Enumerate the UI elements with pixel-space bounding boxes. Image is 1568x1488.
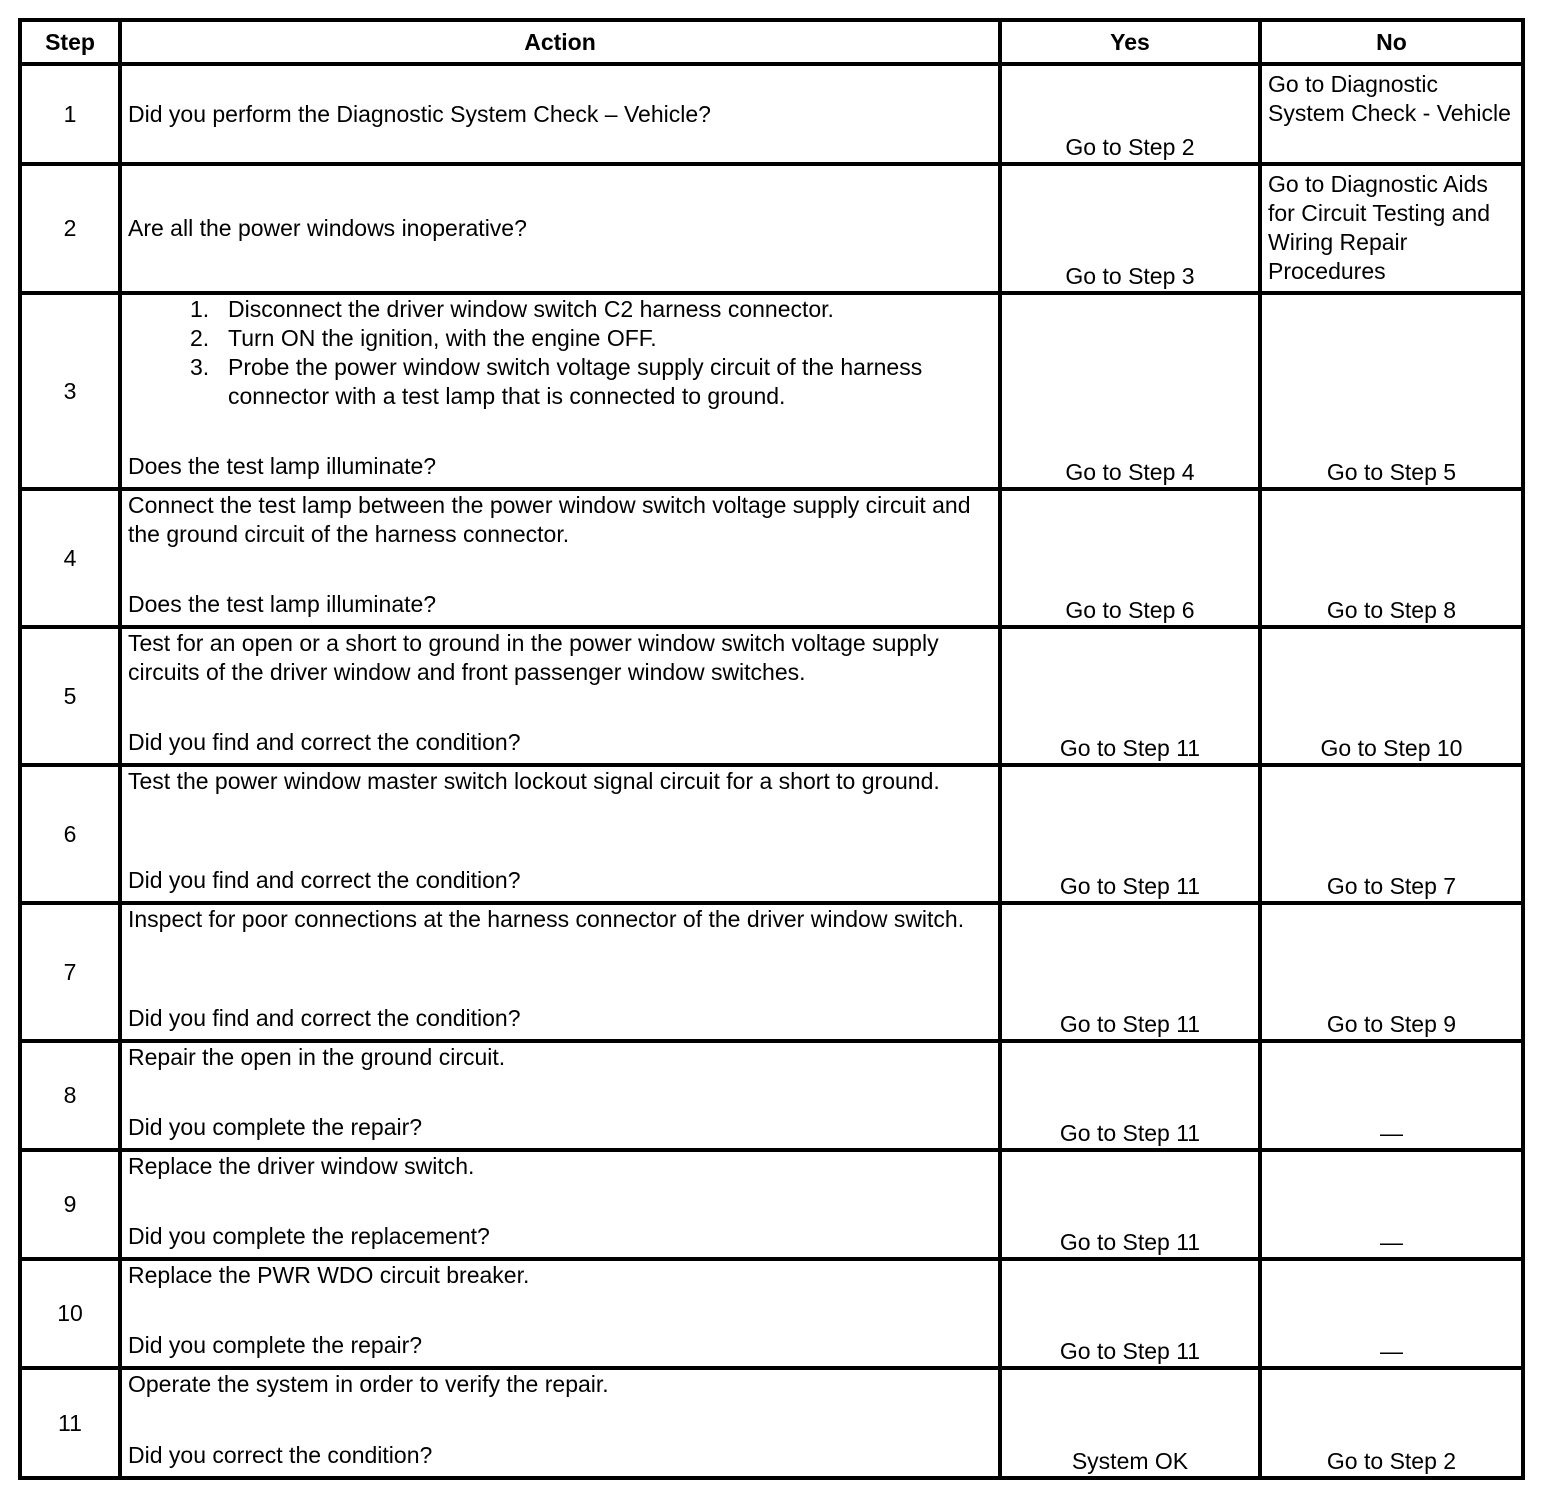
action-text: Test the power window master switch lockout signal circuit for a short to ground. [128,768,940,794]
table-row [20,1150,1523,1259]
step-number: 1 [20,64,120,164]
no-outcome: — [1260,1041,1523,1150]
table-row [20,903,1523,1041]
table-row [20,765,1523,903]
action-cell [120,1368,1000,1478]
no-outcome: Go to Diagnostic Aids for Circuit Testing and Wiring Repair Procedures [1260,164,1523,293]
header-action: Action [120,20,1000,64]
header-no: No [1260,20,1523,64]
table-row [20,1259,1523,1368]
action-question: Did you complete the repair? [128,1332,423,1358]
step-number: 8 [20,1041,120,1150]
yes-outcome: Go to Step 3 [1000,164,1260,293]
action-cell [120,627,1000,765]
no-outcome: Go to Step 5 [1260,293,1523,489]
step-number: 2 [20,164,120,293]
table-row [20,164,1523,293]
table-row [20,293,1523,489]
yes-outcome: Go to Step 11 [1000,1150,1260,1259]
yes-outcome: Go to Step 11 [1000,627,1260,765]
action-cell [120,293,1000,489]
action-question: Did you find and correct the condition? [128,1005,521,1031]
list-item: 3. Probe the power window switch voltage supply circuit of the harness connector with a test lamp that is connected to ground. [190,354,923,409]
action-text: Replace the driver window switch. [128,1153,475,1179]
action-cell [120,1041,1000,1150]
action-cell [120,765,1000,903]
action-text: Connect the test lamp between the power window switch voltage supply circuit and the ground circuit of the harness connector. [128,492,971,547]
yes-outcome: Go to Step 4 [1000,293,1260,489]
action-cell [120,489,1000,627]
step-number: 4 [20,489,120,627]
step-number: 3 [20,293,120,489]
header-step: Step [20,20,120,64]
no-outcome: Go to Step 2 [1260,1368,1523,1478]
action-question: Did you complete the replacement? [128,1223,490,1249]
table-row [20,1041,1523,1150]
list-item: 1. Disconnect the driver window switch C2 harness connector. [190,296,834,322]
yes-outcome: Go to Step 2 [1000,64,1260,164]
action-text: Are all the power windows inoperative? [120,164,1000,293]
step-number: 11 [20,1368,120,1478]
no-outcome: Go to Step 7 [1260,765,1523,903]
action-text: Operate the system in order to verify the repair. [128,1371,609,1397]
action-question: Does the test lamp illuminate? [128,591,437,617]
table-row [20,627,1523,765]
step-number: 7 [20,903,120,1041]
no-outcome: Go to Step 8 [1260,489,1523,627]
yes-outcome: Go to Step 11 [1000,1259,1260,1368]
step-number: 9 [20,1150,120,1259]
action-cell [120,1259,1000,1368]
step-number: 6 [20,765,120,903]
action-question: Does the test lamp illuminate? [128,453,437,479]
step-number: 5 [20,627,120,765]
action-cell [120,903,1000,1041]
action-question: Did you correct the condition? [128,1442,433,1468]
no-outcome: Go to Step 9 [1260,903,1523,1041]
yes-outcome: Go to Step 11 [1000,903,1260,1041]
yes-outcome: Go to Step 11 [1000,765,1260,903]
header-row [20,20,1523,64]
action-text: Repair the open in the ground circuit. [128,1044,506,1070]
action-question: Did you complete the repair? [128,1114,423,1140]
action-cell [120,1150,1000,1259]
action-text: Replace the PWR WDO circuit breaker. [128,1262,530,1288]
table-row [20,64,1523,164]
action-text: Test for an open or a short to ground in the power window switch voltage supply circuits of the driver window and front passenger window switches. [128,630,939,685]
no-outcome: Go to Diagnostic System Check - Vehicle [1260,64,1523,164]
action-text: Inspect for poor connections at the harness connector of the driver window switch. [128,906,965,932]
list-item: 2. Turn ON the ignition, with the engine OFF. [190,325,657,351]
action-question: Did you find and correct the condition? [128,729,521,755]
no-outcome: Go to Step 10 [1260,627,1523,765]
yes-outcome: Go to Step 6 [1000,489,1260,627]
header-yes: Yes [1000,20,1260,64]
table-row [20,489,1523,627]
action-question: Did you find and correct the condition? [128,867,521,893]
yes-outcome: Go to Step 11 [1000,1041,1260,1150]
no-outcome: — [1260,1150,1523,1259]
table-row [20,1368,1523,1478]
diagnostic-table [18,18,1525,1480]
yes-outcome: System OK [1000,1368,1260,1478]
step-number: 10 [20,1259,120,1368]
no-outcome: — [1260,1259,1523,1368]
action-text: Did you perform the Diagnostic System Check – Vehicle? [120,64,1000,164]
procedure-list [128,295,992,411]
